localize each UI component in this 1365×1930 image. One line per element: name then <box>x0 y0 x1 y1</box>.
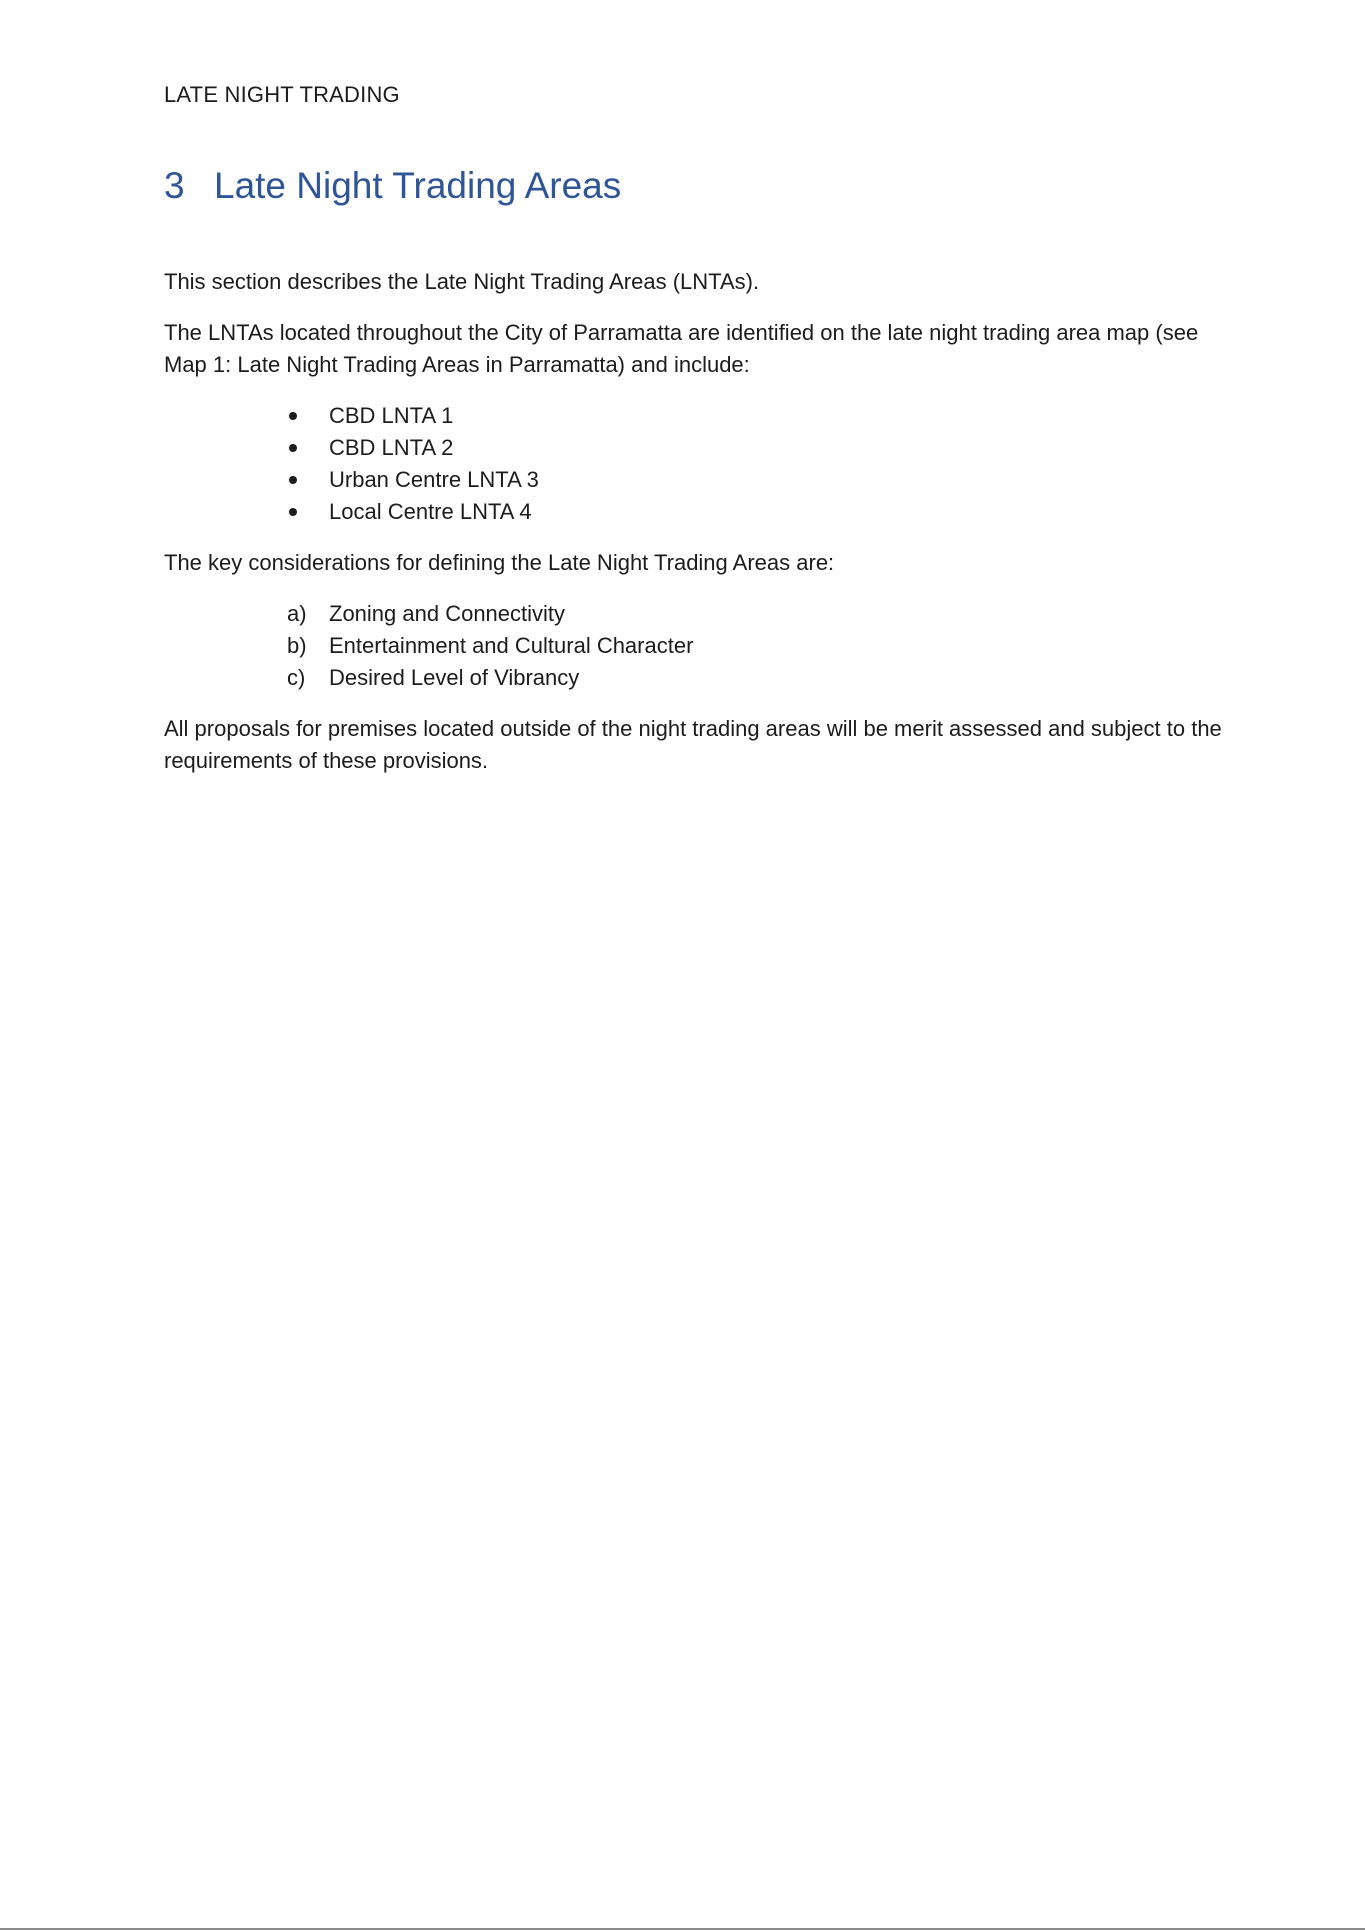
bullet-icon <box>289 412 297 420</box>
list-item <box>164 464 1224 496</box>
considerations-intro: The key considerations for defining the Late Night Trading Areas are: <box>164 550 835 575</box>
bullet-icon <box>289 444 297 452</box>
list-item <box>164 496 1224 528</box>
list-marker: a) <box>287 601 307 626</box>
lnta-paragraph: The LNTAs located throughout the City of Parramatta are identified on the late night trading area map (see Map 1: Late Night Trading Areas in Parramatta) and include: <box>164 320 1199 377</box>
list-marker: b) <box>287 633 307 658</box>
bullet-icon <box>289 476 297 484</box>
section-body <box>164 266 1224 796</box>
bullet-icon <box>289 508 297 516</box>
list-item-text: Zoning and Connectivity <box>329 601 566 626</box>
intro-paragraph: This section describes the Late Night Trading Areas (LNTAs). <box>164 269 760 294</box>
list-item <box>164 662 1224 694</box>
list-item <box>164 432 1224 464</box>
list-marker: c) <box>287 665 306 690</box>
closing-paragraph: All proposals for premises located outside of the night trading areas will be merit assessed and subject to the requirements of these provisions. <box>164 716 1222 773</box>
section-number: 3 <box>164 165 185 206</box>
section-heading <box>164 165 621 207</box>
list-item-text: Urban Centre LNTA 3 <box>329 467 539 492</box>
list-item-text: CBD LNTA 1 <box>329 403 454 428</box>
lnta-list <box>164 400 1224 528</box>
considerations-list <box>164 598 1224 694</box>
section-title: Late Night Trading Areas <box>214 165 622 206</box>
list-item <box>164 630 1224 662</box>
list-item <box>164 400 1224 432</box>
list-item-text: CBD LNTA 2 <box>329 435 454 460</box>
running-header: LATE NIGHT TRADING <box>164 82 400 107</box>
list-item-text: Desired Level of Vibrancy <box>329 665 580 690</box>
list-item <box>164 598 1224 630</box>
list-item-text: Entertainment and Cultural Character <box>329 633 694 658</box>
list-item-text: Local Centre LNTA 4 <box>329 499 532 524</box>
